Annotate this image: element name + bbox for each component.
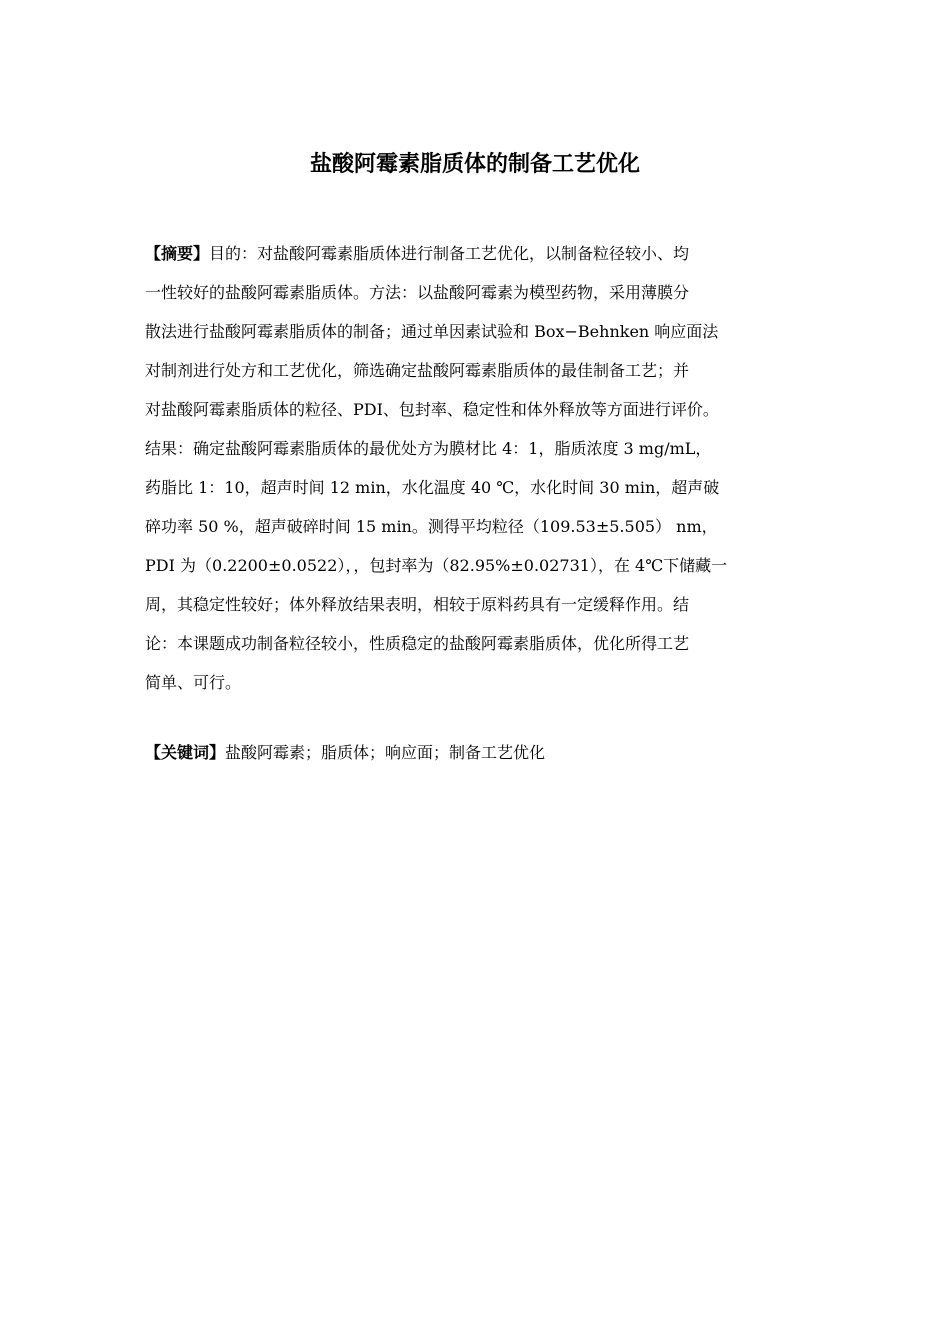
abstract-line: 论：本课题成功制备粒径较小，性质稳定的盐酸阿霉素脂质体，优化所得工艺	[145, 634, 690, 653]
abstract-line: 一性较好的盐酸阿霉素脂质体。方法：以盐酸阿霉素为模型药物，采用薄膜分	[145, 283, 690, 302]
abstract-line: 散法进行盐酸阿霉素脂质体的制备；通过单因素试验和 Box−Behnken 响应面法	[145, 322, 719, 341]
abstract-line	[145, 234, 825, 273]
abstract-label: 【摘要】	[145, 244, 210, 263]
abstract-line: 周，其稳定性较好；体外释放结果表明，相较于原料药具有一定缓释作用。结	[145, 595, 690, 614]
abstract-section	[145, 234, 825, 702]
abstract-line: 碎功率 50 %，超声破碎时间 15 min。测得平均粒径（109.53±5.505） nm，	[145, 517, 718, 536]
abstract-line: 简单、可行。	[145, 673, 242, 692]
abstract-line: 对盐酸阿霉素脂质体的粒径、PDI、包封率、稳定性和体外释放等方面进行评价。	[145, 400, 719, 419]
abstract-line: 对制剂进行处方和工艺优化，筛选确定盐酸阿霉素脂质体的最佳制备工艺；并	[145, 361, 690, 380]
abstract-line: PDI 为（0.2200±0.0522），，包封率为（82.95%±0.02731），在 4℃下储藏一	[145, 556, 728, 575]
abstract-line: 药脂比 1：10，超声时间 12 min，水化温度 40 ℃，水化时间 30 min，超声破	[145, 478, 720, 497]
keywords-section	[145, 733, 825, 772]
document-title: 盐酸阿霉素脂质体的制备工艺优化	[309, 152, 640, 177]
abstract-line: 结果：确定盐酸阿霉素脂质体的最优处方为膜材比 4：1，脂质浓度 3 mg/mL，	[145, 439, 712, 458]
keywords-text: 盐酸阿霉素；脂质体；响应面；制备工艺优化	[225, 743, 546, 762]
keywords-label: 【关键词】	[145, 743, 226, 762]
abstract-text: 目的：对盐酸阿霉素脂质体进行制备工艺优化，以制备粒径较小、均	[209, 244, 690, 263]
